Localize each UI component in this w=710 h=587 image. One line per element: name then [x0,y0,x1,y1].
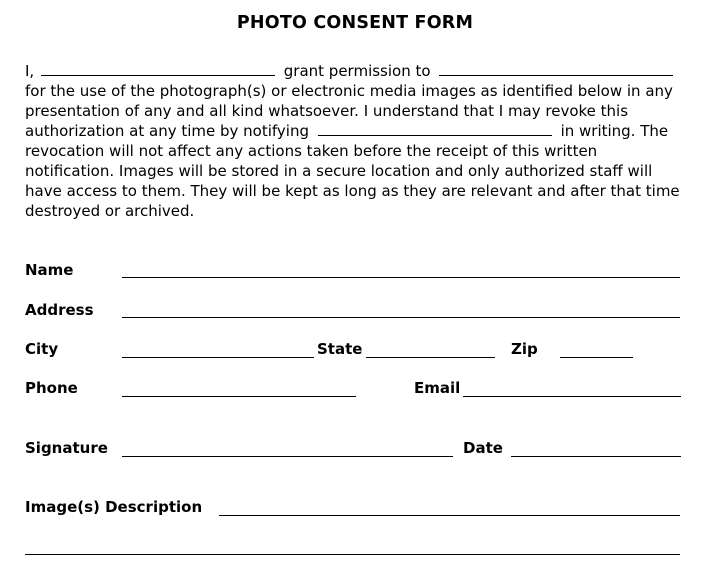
image-description-field-line[interactable] [219,515,680,516]
paragraph-line2: for the use of the photograph(s) or electronic media images as identified below in any [25,82,673,100]
date-field-line[interactable] [511,456,681,457]
paragraph-line1-mid: grant permission to [283,62,431,80]
phone-field-line[interactable] [122,396,356,397]
zip-label: Zip [511,340,538,358]
state-label: State [317,340,363,358]
address-label: Address [25,301,94,319]
image-description-extra-line[interactable] [25,554,680,555]
paragraph-line5: revocation will not affect any actions taken before the receipt of this written [25,142,598,160]
grantor-name-blank[interactable] [41,63,275,76]
paragraph-line7: have access to them. They will be kept as long as they are relevant and after that time [25,182,680,200]
state-field-line[interactable] [366,357,495,358]
image-description-label: Image(s) Description [25,498,203,516]
paragraph-line1-start: I, [25,62,35,80]
zip-field-line[interactable] [560,357,633,358]
email-label: Email [414,379,461,397]
address-field-line[interactable] [122,317,680,318]
paragraph-line4-end: in writing. The [560,122,669,140]
paragraph-line4-start: authorization at any time by notifying [25,122,309,140]
paragraph-line3: presentation of any and all kind whatsoever. I understand that I may revoke this [25,102,629,120]
notify-party-blank[interactable] [318,123,552,136]
phone-label: Phone [25,379,78,397]
grantee-name-blank[interactable] [439,63,673,76]
signature-field-line[interactable] [122,456,453,457]
date-label: Date [463,439,503,457]
email-field-line[interactable] [463,396,681,397]
name-label: Name [25,261,74,279]
paragraph-line6: notification. Images will be stored in a secure location and only authorized staff will [25,162,653,180]
name-field-line[interactable] [122,277,680,278]
form-title: PHOTO CONSENT FORM [236,13,474,33]
paragraph-line8: destroyed or archived. [25,202,195,220]
city-field-line[interactable] [122,357,314,358]
city-label: City [25,340,59,358]
consent-paragraph [25,61,695,221]
signature-label: Signature [25,439,108,457]
